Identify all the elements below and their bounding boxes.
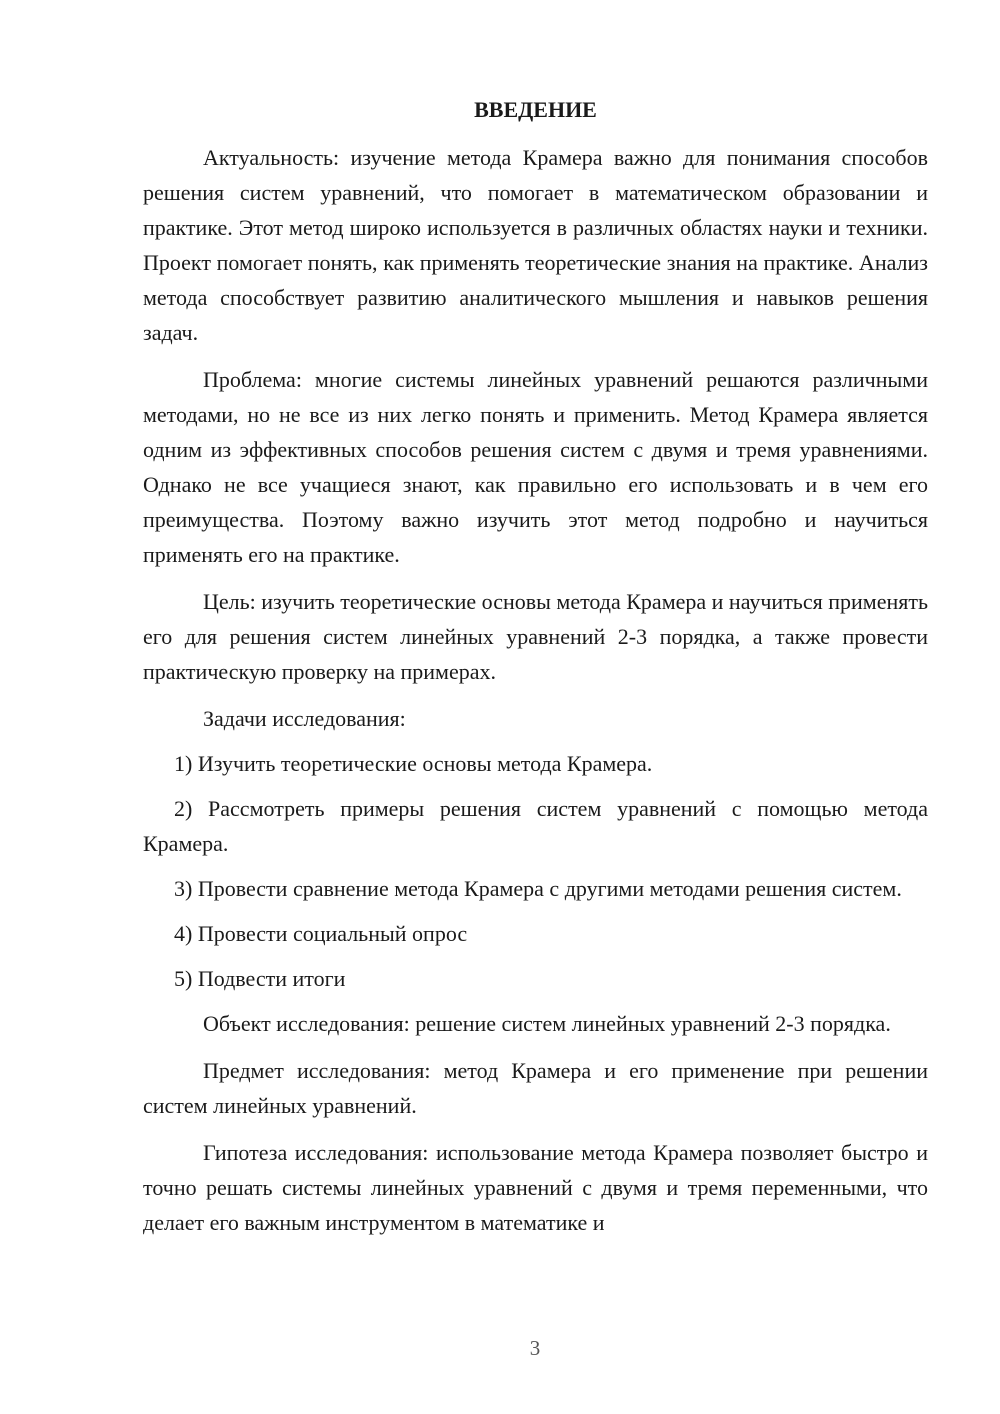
relevance-paragraph: Актуальность: изучение метода Крамера важно для понимания способов решения систем уравнений, что помогает в математическом образовании и практике. Этот метод широко используется в различных областях науки и техники. Проект помогает понять, как применять теоретические знания на практике. Анализ метода способствует развитию аналитического мышления и навыков решения задач. <box>143 145 928 345</box>
document-page <box>143 92 928 1252</box>
task-item: 5) Подвести итоги <box>174 966 346 991</box>
object-paragraph: Объект исследования: решение систем линейных уравнений 2-3 порядка. <box>203 1011 891 1036</box>
hypothesis-paragraph: Гипотеза исследования: использование метода Крамера позволяет быстро и точно решать системы линейных уравнений с двумя и тремя переменными, что делает его важным инструментом в математике и <box>143 1140 928 1235</box>
task-item: 2) Рассмотреть примеры решения систем уравнений с помощью метода Крамера. <box>143 796 928 856</box>
tasks-heading: Задачи исследования: <box>203 706 406 731</box>
section-title: ВВЕДЕНИЕ <box>474 97 597 122</box>
page-number: 3 <box>529 1336 541 1360</box>
task-item: 3) Провести сравнение метода Крамера с другими методами решения систем. <box>174 876 902 901</box>
problem-paragraph: Проблема: многие системы линейных уравнений решаются различными методами, но не все из них легко понять и применить. Метод Крамера является одним из эффективных способов решения систем с двумя и тремя уравнениями. Однако не все учащиеся знают, как правильно его использовать и в чем его преимущества. Поэтому важно изучить этот метод подробно и научиться применять его на практике. <box>143 367 928 567</box>
task-item: 1) Изучить теоретические основы метода Крамера. <box>174 751 653 776</box>
task-item: 4) Провести социальный опрос <box>174 921 468 946</box>
tasks-list <box>143 746 928 996</box>
goal-paragraph: Цель: изучить теоретические основы метода Крамера и научиться применять его для решения систем линейных уравнений 2-3 порядка, а также провести практическую проверку на примерах. <box>143 589 928 684</box>
subject-paragraph: Предмет исследования: метод Крамера и его применение при решении систем линейных уравнений. <box>143 1058 928 1118</box>
